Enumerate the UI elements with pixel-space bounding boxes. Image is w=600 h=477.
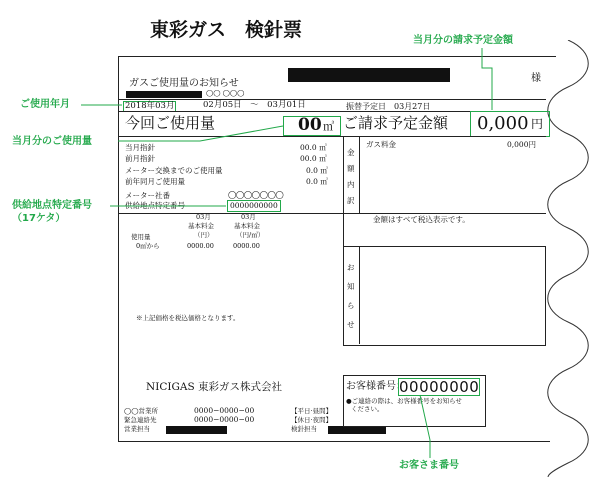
transfer-date: 振替予定日 03月27日 [346, 102, 431, 111]
contact-number: 0000−0000−00 [194, 415, 255, 424]
vertical-char: せ [347, 320, 355, 329]
meter-row-value: 00.0 ㎥ [300, 143, 327, 152]
usage-year-month: 2018年03月 [125, 101, 175, 111]
meter-row-label: メーター交換までのご使用量 [125, 166, 223, 175]
vertical-char: 額 [347, 164, 355, 173]
rate-row-value-1: 0000.00 [187, 242, 214, 250]
callout-billing-amount: 当月分の請求予定金額 [413, 35, 513, 46]
meter-row-label: 当月指針 [125, 143, 155, 152]
vertical-char: ら [347, 301, 355, 310]
vertical-char: 金 [347, 148, 355, 157]
billing-amount: 0,000 [477, 113, 529, 134]
supply-point-number: 0000000000 [227, 200, 281, 212]
billing-unit: 円 [531, 117, 544, 131]
callout-customer-number: お客さま番号 [399, 460, 459, 471]
callout-usage-month: ご使用年月 [20, 99, 70, 110]
contact-hours: 【休日·夜間】 [291, 416, 333, 424]
meter-serial-value: ◯◯◯◯◯◯◯ [228, 190, 284, 199]
honorific: 様 [531, 73, 541, 84]
supply-point-label: 供給地点特定番号 [125, 201, 185, 210]
usage-period-range: 02月05日 ～ 03月01日 [203, 100, 306, 110]
contact-hours: 【平日·昼間】 [291, 407, 333, 415]
meter-row-value: 00.0 ㎥ [300, 154, 327, 163]
usage-unit: ㎥ [323, 120, 334, 133]
rate-basic-label-2: 基本料金 [234, 222, 260, 230]
callout-supply-point: 供給地点特定番号 [12, 200, 92, 211]
sales-staff-label: 営業担当 [124, 425, 150, 433]
meter-serial-label: メーター社番 [125, 191, 170, 200]
vertical-char: お [347, 263, 355, 272]
rate-basic-label-1: 基本料金 [188, 222, 214, 230]
rate-row-label-2: 0㎥から [136, 242, 160, 250]
billing-label: ご請求予定金額 [343, 114, 449, 132]
gas-fee-label: ガス料金 [366, 140, 396, 149]
contact-label: 緊急連絡先 [124, 416, 157, 424]
meter-staff-label: 検針担当 [291, 425, 317, 433]
customer-number: 00000000 [399, 378, 480, 396]
connector-usage-amount [118, 126, 283, 141]
vertical-char: 内 [347, 180, 355, 189]
current-usage-label: 今回ご使用量 [125, 114, 216, 132]
company-name: NICIGAS 東彩ガス株式会社 [146, 381, 283, 393]
gas-fee-value: 0,000円 [507, 140, 536, 149]
vertical-char: 知 [347, 282, 355, 291]
connector-billing [482, 48, 492, 110]
usage-value: 00 [298, 115, 322, 135]
connector-billing-path [482, 48, 492, 110]
customer-note-line1: ●ご連絡の際は、お客様番号をお知らせ [346, 397, 462, 405]
contact-number: 0000−0000−00 [194, 406, 255, 415]
connector-customer-number [420, 395, 430, 458]
rate-row-label-1: 使用量 [131, 233, 151, 241]
callout-usage-amount: 当月分のご使用量 [12, 136, 92, 147]
customer-note-line2: ください。 [351, 405, 384, 413]
rate-unit-2: （円/㎥） [236, 231, 265, 239]
price-note: ※上記価格を税込価格となります。 [136, 314, 240, 322]
customer-number-label: お客様番号： [346, 381, 406, 392]
contact-label: ◯◯営業所 [124, 407, 159, 415]
page-title: 東彩ガス 検針票 [150, 19, 303, 41]
meter-row-value: 0.0 ㎥ [306, 166, 328, 175]
tax-note: 金額はすべて税込表示です。 [373, 215, 470, 224]
form-header-title: ガスご使用量のお知らせ [129, 78, 239, 89]
rate-month-1: 03月 [196, 213, 211, 221]
vertical-char: 訳 [347, 196, 355, 205]
header-sub-mark: ◯◯ ◯◯◯ [206, 89, 245, 97]
callout-supply-point-digits: （17ケタ） [12, 213, 66, 224]
rate-row-value-2: 0000.00 [233, 242, 260, 250]
rate-month-2: 03月 [241, 213, 256, 221]
meter-row-label: 前年同月ご使用量 [125, 177, 185, 186]
meter-row-label: 前月指針 [125, 154, 155, 163]
meter-row-value: 0.0 ㎥ [306, 177, 328, 186]
rate-unit-1: （円） [194, 231, 214, 239]
